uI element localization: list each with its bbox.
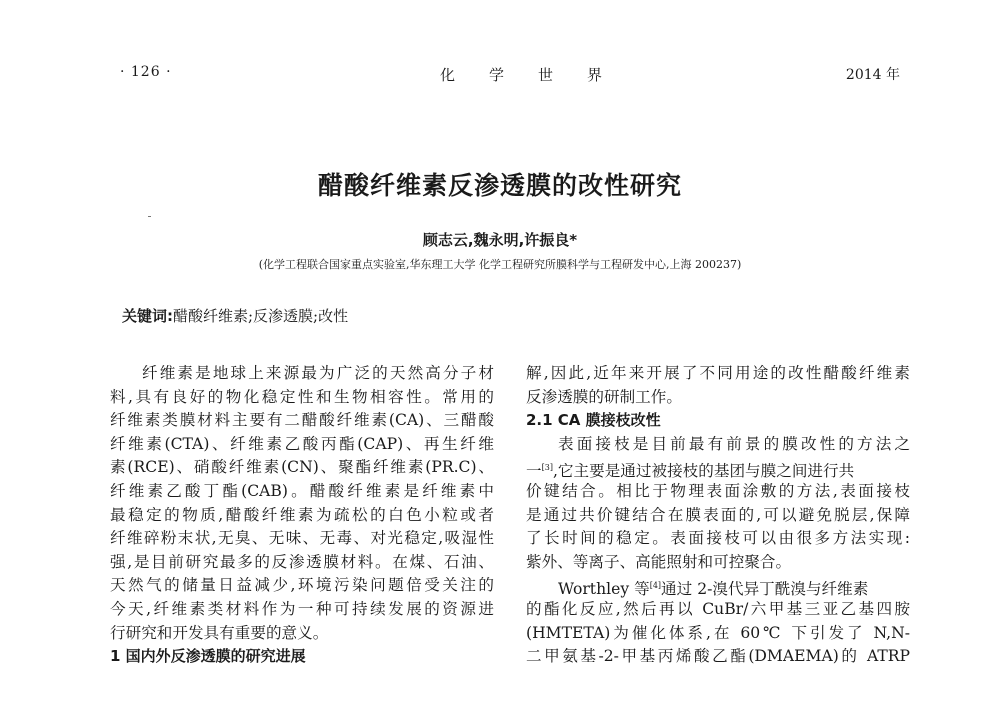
text-line: 反渗透膜的研制工作。 [526, 387, 682, 406]
text-line: 强,是目前研究最多的反渗透膜材料。在煤、石油、 [110, 552, 494, 571]
text-line [526, 574, 910, 598]
text-line: 解,因此,近年来开展了不同用途的改性醋酸纤维素 [526, 364, 910, 382]
article-title: 醋酸纤维素反渗透膜的改性研究 [317, 171, 682, 200]
text-line: 行研究和开发具有重要的意义。 [110, 623, 329, 642]
keywords-label: 关键词: [122, 307, 173, 325]
text-line: 是通过共价键结合在膜表面的,可以避免脱层,保障 [526, 505, 910, 524]
text-line: 最稳定的物质,醋酸纤维素为疏松的白色小粒或者 [110, 505, 494, 524]
text-line: 料,具有良好的物化稳定性和生物相容性。常用的 [110, 387, 494, 406]
text-line: 价键结合。相比于物理表面涂敷的方法,表面接枝 [526, 481, 910, 500]
left-column [110, 362, 494, 669]
publication-year: 2014 年 [845, 67, 900, 83]
text-line: 了长时间的稳定。表面接枝可以由很多方法实现: [526, 529, 910, 548]
page-number: · 126 · [120, 64, 172, 80]
text-line: 表面接枝是目前最有前景的膜改性的方法之 [558, 434, 910, 453]
keywords-text: 醋酸纤维素;反渗透膜;改性 [173, 307, 349, 325]
margin-mark [148, 216, 151, 217]
text-line: 二甲氨基-2-甲基丙烯酸乙酯(DMAEMA)的 ATRP [526, 647, 910, 666]
text-line: 纤维素是地球上来源最为广泛的天然高分子材 [142, 364, 494, 382]
text-line: 纤维素(CTA)、纤维素乙酸丙酯(CAP)、再生纤维 [110, 434, 494, 453]
article-authors: 顾志云,魏永明,许振良* [422, 231, 578, 249]
right-column [526, 362, 910, 669]
text-segment: 通过 2-溴代异丁酰溴与纤维素 [661, 580, 869, 598]
text-segment: 一 [526, 462, 542, 480]
subsection-heading: 2.1 CA 膜接枝改性 [526, 411, 661, 430]
citation-ref: [3] [541, 463, 553, 473]
text-segment: Worthley 等 [558, 580, 650, 598]
text-line: 纤维素类膜材料主要有二醋酸纤维素(CA)、三醋酸 [110, 411, 494, 430]
journal-name: 化学世界 [440, 66, 637, 84]
text-line: 紫外、等离子、高能照射和可控聚合。 [526, 552, 792, 571]
text-line: 天然气的储量日益减少,环境污染问题倍受关注的 [110, 576, 494, 595]
text-line: 纤维素乙酸丁酯(CAB)。醋酸纤维素是纤维素中 [110, 481, 494, 500]
text-line: 今天,纤维素类材料作为一种可持续发展的资源进 [110, 599, 494, 618]
keywords-row [122, 305, 348, 326]
text-line [526, 456, 910, 480]
author-affiliation: (化学工程联合国家重点实验室,华东理工大学 化学工程研究所膜科学与工程研发中心,上海 200237) [258, 258, 742, 271]
text-line: 的酯化反应,然后再以 CuBr/六甲基三亚乙基四胺 [526, 599, 910, 618]
citation-ref: [4] [649, 581, 662, 591]
section-heading: 1 国内外反渗透膜的研究进展 [110, 647, 306, 666]
text-line: (HMTETA)为催化体系,在 60℃ 下引发了 N,N- [526, 623, 910, 642]
text-segment: ,它主要是通过被接枝的基团与膜之间进行共 [552, 462, 855, 480]
text-line: 纤维碎粉末状,无臭、无味、无毒、对光稳定,吸湿性 [110, 529, 494, 548]
text-line: 素(RCE)、硝酸纤维素(CN)、聚酯纤维素(PR.C)、 [110, 458, 494, 477]
